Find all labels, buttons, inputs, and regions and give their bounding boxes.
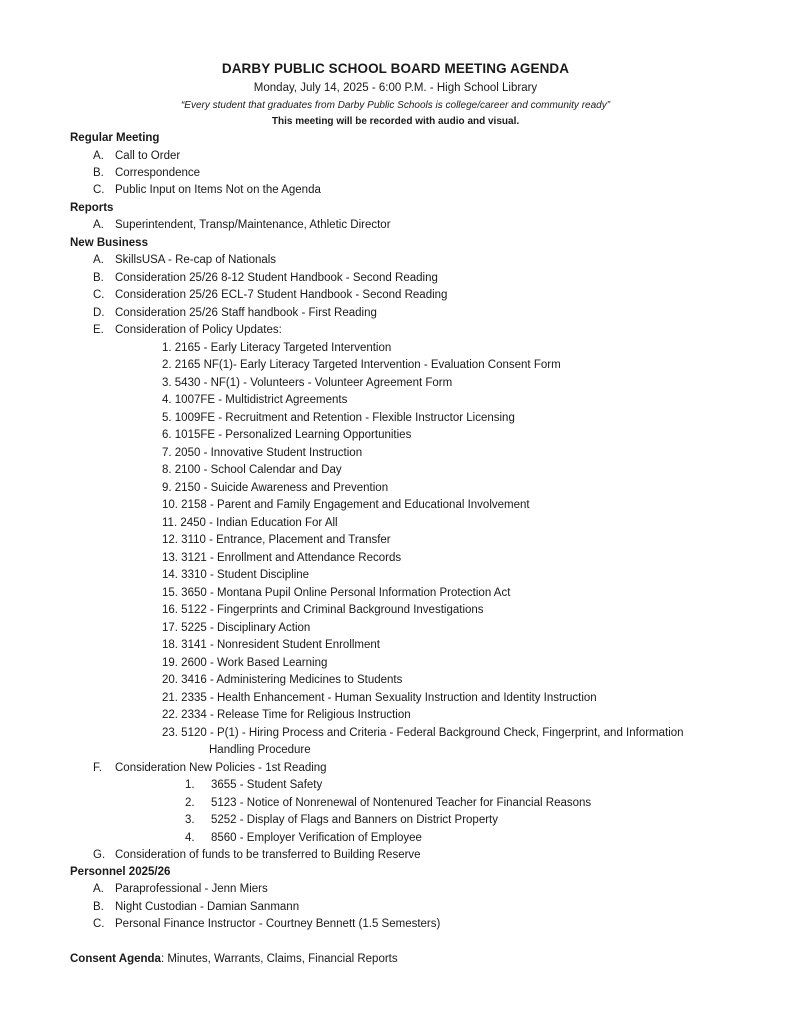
list-item: C. Consideration 25/26 ECL-7 Student Handbook - Second Reading bbox=[93, 289, 448, 301]
policy-update-item: 22. 2334 - Release Time for Religious Instruction bbox=[162, 709, 411, 721]
policy-update-item: 12. 3110 - Entrance, Placement and Transfer bbox=[162, 534, 391, 546]
section-heading-new-business: New Business bbox=[70, 237, 148, 249]
list-item: G. Consideration of funds to be transferred to Building Reserve bbox=[93, 849, 421, 861]
policy-update-item: 1. 2165 - Early Literacy Targeted Intervention bbox=[162, 342, 392, 354]
policy-update-continuation: Handling Procedure bbox=[209, 744, 311, 756]
policy-update-item: 20. 3416 - Administering Medicines to Students bbox=[162, 674, 403, 686]
policy-update-item: 7. 2050 - Innovative Student Instruction bbox=[162, 447, 363, 459]
list-item: D. Consideration 25/26 Staff handbook - First Reading bbox=[93, 307, 377, 319]
list-item: C. Personal Finance Instructor - Courtney Bennett (1.5 Semesters) bbox=[93, 918, 441, 930]
list-item: A. Superintendent, Transp/Maintenance, Athletic Director bbox=[93, 219, 391, 231]
section-heading-regular-meeting: Regular Meeting bbox=[70, 132, 160, 144]
policy-update-item: 11. 2450 - Indian Education For All bbox=[162, 517, 338, 529]
policy-update-item: 16. 5122 - Fingerprints and Criminal Background Investigations bbox=[162, 604, 484, 616]
policy-update-item: 18. 3141 - Nonresident Student Enrollment bbox=[162, 639, 380, 651]
list-item: A. Paraprofessional - Jenn Miers bbox=[93, 883, 268, 895]
new-policy-item: 1. 3655 - Student Safety bbox=[185, 779, 323, 791]
policy-update-item: 10. 2158 - Parent and Family Engagement and Educational Involvement bbox=[162, 499, 530, 511]
policy-update-item: 19. 2600 - Work Based Learning bbox=[162, 657, 328, 669]
list-item: A. Call to Order bbox=[93, 150, 181, 162]
consent-agenda bbox=[70, 952, 398, 966]
policy-update-item: 4. 1007FE - Multidistrict Agreements bbox=[162, 394, 348, 406]
policy-update-item: 8. 2100 - School Calendar and Day bbox=[162, 464, 342, 476]
list-item: F. Consideration New Policies - 1st Reading bbox=[93, 762, 327, 774]
policy-update-item: 5. 1009FE - Recruitment and Retention - Flexible Instructor Licensing bbox=[162, 412, 515, 424]
policy-update-item: 15. 3650 - Montana Pupil Online Personal Information Protection Act bbox=[162, 587, 511, 599]
meeting-date-location: Monday, July 14, 2025 - 6:00 P.M. - High School Library bbox=[253, 82, 538, 94]
section-heading-reports: Reports bbox=[70, 202, 114, 214]
list-item: E. Consideration of Policy Updates: bbox=[93, 324, 282, 336]
policy-update-item: 9. 2150 - Suicide Awareness and Prevention bbox=[162, 482, 389, 494]
policy-update-item: 13. 3121 - Enrollment and Attendance Records bbox=[162, 552, 402, 564]
policy-update-item: 17. 5225 - Disciplinary Action bbox=[162, 622, 311, 634]
new-policy-item: 4. 8560 - Employer Verification of Employee bbox=[185, 832, 422, 844]
consent-agenda-label: Consent Agenda bbox=[70, 953, 161, 965]
policy-update-item: 23. 5120 - P(1) - Hiring Process and Criteria - Federal Background Check, Fingerprint, and Information bbox=[162, 727, 684, 739]
list-item: A. SkillsUSA - Re-cap of Nationals bbox=[93, 254, 277, 266]
new-policy-item: 3. 5252 - Display of Flags and Banners on District Property bbox=[185, 814, 498, 826]
page-title: DARBY PUBLIC SCHOOL BOARD MEETING AGENDA bbox=[221, 61, 570, 76]
section-heading-personnel: Personnel 2025/26 bbox=[70, 866, 171, 878]
list-item: C. Public Input on Items Not on the Agenda bbox=[93, 184, 321, 196]
consent-agenda-items: : Minutes, Warrants, Claims, Financial Reports bbox=[160, 953, 398, 965]
policy-update-item: 14. 3310 - Student Discipline bbox=[162, 569, 310, 581]
list-item: B. Night Custodian - Damian Sanmann bbox=[93, 901, 300, 913]
new-policy-item: 2. 5123 - Notice of Nonrenewal of Nontenured Teacher for Financial Reasons bbox=[185, 797, 592, 809]
policy-update-item: 21. 2335 - Health Enhancement - Human Sexuality Instruction and Identity Instruction bbox=[162, 692, 597, 704]
recording-notice: This meeting will be recorded with audio and visual. bbox=[271, 116, 520, 127]
list-item: B. Consideration 25/26 8-12 Student Handbook - Second Reading bbox=[93, 272, 438, 284]
district-motto: “Every student that graduates from Darby Public Schools is college/career and community ready” bbox=[180, 100, 611, 111]
list-item: B. Correspondence bbox=[93, 167, 201, 179]
policy-update-item: 2. 2165 NF(1)- Early Literacy Targeted Intervention - Evaluation Consent Form bbox=[162, 359, 561, 371]
policy-update-item: 3. 5430 - NF(1) - Volunteers - Volunteer Agreement Form bbox=[162, 377, 453, 389]
policy-update-item: 6. 1015FE - Personalized Learning Opportunities bbox=[162, 429, 412, 441]
